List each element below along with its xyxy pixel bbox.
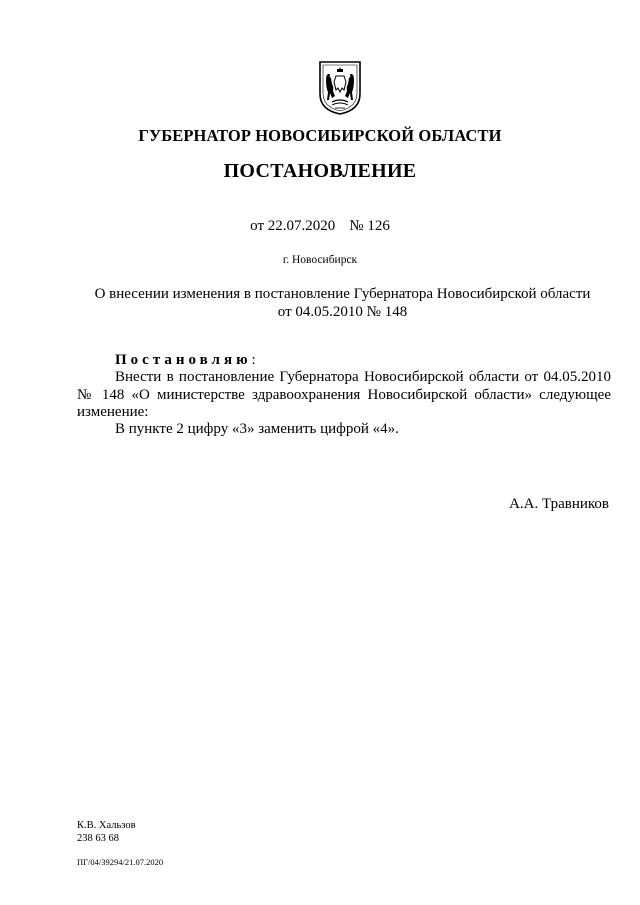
executor-name: К.В. Хальзов <box>77 820 136 831</box>
document-number: № 126 <box>349 218 390 234</box>
decree-word: Постановляю: <box>115 352 256 368</box>
city-name: г. Новосибирск <box>282 254 358 266</box>
body-paragraph-1: Внести в постановление Губернатора Новосибирской области от 04.05.2010 № 148 «О министерстве здравоохранения Новосибирской области» следующее изменение: <box>77 369 611 420</box>
signer-name: А.А. Травников <box>509 496 609 512</box>
body-paragraph-2: В пункте 2 цифру «3» заменить цифрой «4». <box>115 421 399 438</box>
organization-title: ГУБЕРНАТОР НОВОСИБИРСКОЙ ОБЛАСТИ <box>138 126 502 145</box>
document-subject <box>60 285 625 321</box>
subject-line-1: О внесении изменения в постановление Губернатора Новосибирской области <box>94 286 591 302</box>
registration-number: ПГ/04/39294/21.07.2020 <box>77 857 164 867</box>
executor-phone: 238 63 68 <box>77 832 119 844</box>
document-date-line <box>0 218 640 235</box>
subject-line-2: от 04.05.2010 № 148 <box>277 304 408 320</box>
executor-block <box>77 820 136 845</box>
document-type: ПОСТАНОВЛЕНИЕ <box>223 160 417 182</box>
document-body <box>77 352 611 438</box>
novosibirsk-coat-of-arms-icon <box>318 60 362 116</box>
document-date: от 22.07.2020 <box>250 218 336 234</box>
